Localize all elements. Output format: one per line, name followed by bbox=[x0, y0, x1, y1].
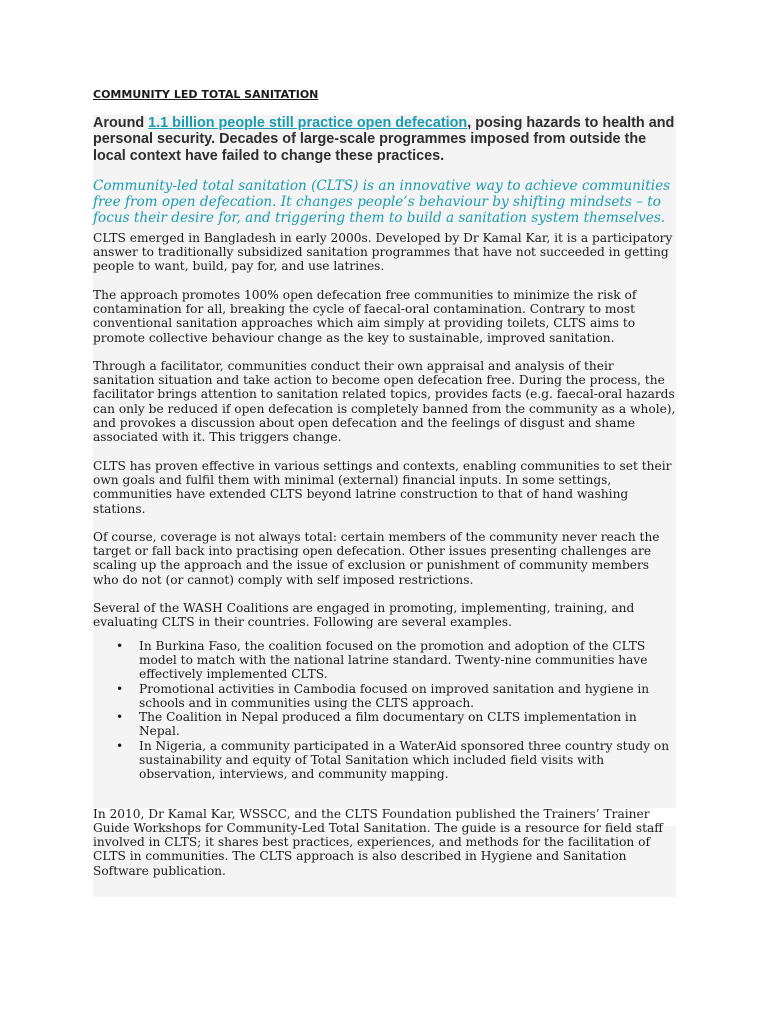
paragraph-effectiveness: CLTS has proven effective in various settings and contexts, enabling communities to set their own goals and fulfil them with minimal (external) financial inputs. In some settings, communities have extended CLTS beyond latrine construction to that of hand washing stations. bbox=[93, 458, 672, 516]
paragraph-coalitions: Several of the WASH Coalitions are engaged in promoting, implementing, training, and evaluating CLTS in their countries. Following are several examples. bbox=[93, 601, 635, 630]
list-item-text: Promotional activities in Cambodia focused on improved sanitation and hygiene in schools and in communities using the CLTS approach. bbox=[139, 681, 650, 710]
clts-quote: Community-led total sanitation (CLTS) is an innovative way to achieve communities free from open defecation. It changes people’s behaviour by shifting mindsets – to focus their desire for, and triggering them to build a sanitation system themselves. bbox=[93, 177, 671, 227]
open-defecation-link[interactable]: 1.1 billion people still practice open defecation bbox=[148, 115, 468, 131]
paragraph-origin: CLTS emerged in Bangladesh in early 2000s. Developed by Dr Kamal Kar, it is a participatory answer to traditionally subsidized sanitation programmes that have not succeeded in getting people to want, build, pay for, and use latrines. bbox=[93, 230, 673, 274]
list-item-text: In Burkina Faso, the coalition focused on the promotion and adoption of the CLTS model to match with the national latrine standard. Twenty-nine communities have effectively implemented CLTS. bbox=[139, 638, 648, 682]
lead-prefix: Around bbox=[93, 115, 149, 131]
list-item bbox=[116, 738, 676, 782]
bullet-icon: • bbox=[116, 710, 124, 725]
paragraph-closing: In 2010, Dr Kamal Kar, WSSCC, and the CLTS Foundation published the Trainers’ Trainer Guide Workshops for Community-Led Total Sanitation. The guide is a resource for field staff involved in CLTS; it shares best practices, experiences, and methods for the facilitation of CLTS in communities. The CLTS approach is also described in Hygiene and Sanitation Software publication. bbox=[93, 806, 663, 878]
paragraph-facilitator: Through a facilitator, communities conduct their own appraisal and analysis of their sanitation situation and take action to become open defecation free. During the process, the facilitator brings attention to sanitation related topics, provides facts (e.g. faecal-oral hazards can only be reduced if open defecation is completely banned from the community as a whole), and provokes a discussion about open defecation and the feelings of disgust and shame associated with it. This triggers change. bbox=[93, 358, 676, 445]
lead-suffix: , posing hazards to health and personal security. Decades of large-scale programmes imposed from outside the local context have failed to change these practices. bbox=[93, 115, 675, 164]
lead-paragraph bbox=[93, 115, 676, 164]
list-item-text: In Nigeria, a community participated in a WaterAid sponsored three country study on sustainability and equity of Total Sanitation which included field visits with observation, interviews, and community mapping. bbox=[139, 738, 670, 782]
examples-list bbox=[93, 639, 676, 782]
list-item-text: The Coalition in Nepal produced a film documentary on CLTS implementation in Nepal. bbox=[139, 710, 637, 739]
bullet-icon: • bbox=[116, 738, 124, 753]
bullet-icon: • bbox=[116, 681, 124, 696]
list-item bbox=[116, 638, 676, 682]
page-title: COMMUNITY LED TOTAL SANITATION bbox=[93, 88, 319, 101]
paragraph-challenges: Of course, coverage is not always total: certain members of the community never reach the target or fall back into practising open defecation. Other issues presenting challenges are scaling up the approach and the issue of exclusion or punishment of community members who do not (or cannot) comply with self imposed restrictions. bbox=[93, 529, 660, 587]
list-item bbox=[116, 681, 676, 711]
article-body bbox=[93, 115, 676, 878]
paragraph-approach: The approach promotes 100% open defecation free communities to minimize the risk of contamination for all, breaking the cycle of faecal-oral contamination. Contrary to most conventional sanitation approaches which aim simply at providing toilets, CLTS aims to promote collective behaviour change as the key to sustainable, improved sanitation. bbox=[93, 287, 637, 345]
list-item bbox=[116, 710, 676, 739]
bullet-icon: • bbox=[116, 638, 124, 653]
